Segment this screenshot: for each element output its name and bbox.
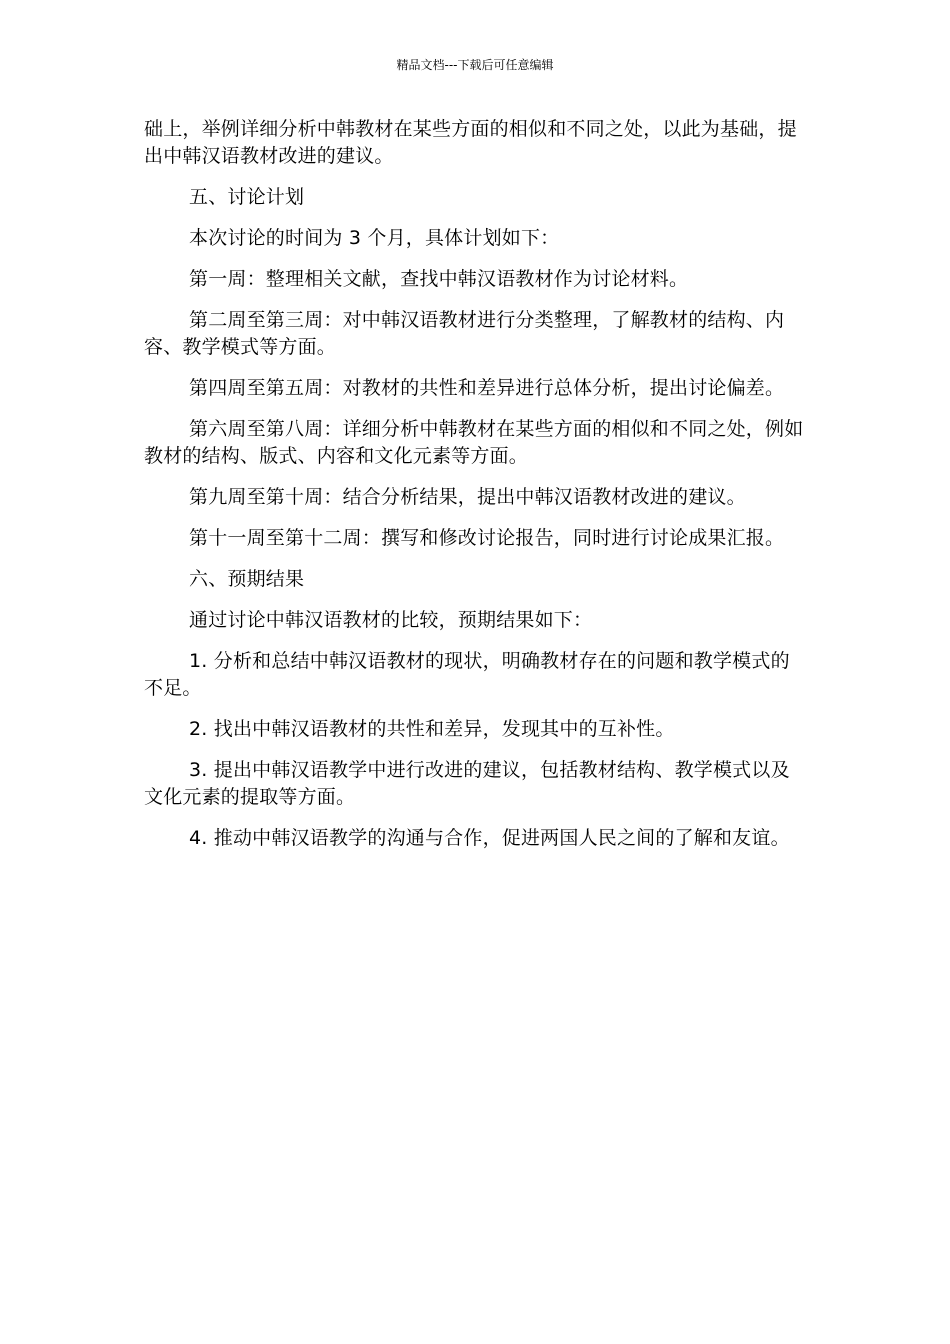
paragraph: 本次讨论的时间为 3 个月，具体计划如下： <box>189 227 560 249</box>
document-body <box>144 116 808 866</box>
result-item: 3. 提出中韩汉语教学中进行改进的建议，包括教材结构、教学模式以及文化元素的提取等方面。 <box>144 759 790 808</box>
section-heading: 五、讨论计划 <box>189 186 305 208</box>
result-item: 1. 分析和总结中韩汉语教材的现状，明确教材存在的问题和教学模式的不足。 <box>144 650 790 699</box>
paragraph: 础上，举例详细分析中韩教材在某些方面的相似和不同之处，以此为基础，提出中韩汉语教材改进的建议。 <box>144 118 797 167</box>
plan-item: 第四周至第五周：对教材的共性和差异进行总体分析，提出讨论偏差。 <box>189 377 785 399</box>
plan-item: 第二周至第三周：对中韩汉语教材进行分类整理，了解教材的结构、内容、教学模式等方面。 <box>144 309 785 358</box>
plan-item: 第六周至第八周：详细分析中韩教材在某些方面的相似和不同之处，例如教材的结构、版式、内容和文化元素等方面。 <box>144 418 804 467</box>
page-header: 精品文档---下载后可任意编辑 <box>396 58 554 72</box>
plan-item: 第十一周至第十二周：撰写和修改讨论报告，同时进行讨论成果汇报。 <box>189 527 785 549</box>
plan-item: 第九周至第十周：结合分析结果，提出中韩汉语教材改进的建议。 <box>189 486 746 508</box>
section-heading: 六、预期结果 <box>189 568 305 590</box>
paragraph: 通过讨论中韩汉语教材的比较，预期结果如下： <box>189 609 593 631</box>
result-item: 4. 推动中韩汉语教学的沟通与合作，促进两国人民之间的了解和友谊。 <box>189 827 790 849</box>
result-item: 2. 找出中韩汉语教材的共性和差异，发现其中的互补性。 <box>189 718 675 740</box>
plan-item: 第一周：整理相关文献，查找中韩汉语教材作为讨论材料。 <box>189 268 689 290</box>
